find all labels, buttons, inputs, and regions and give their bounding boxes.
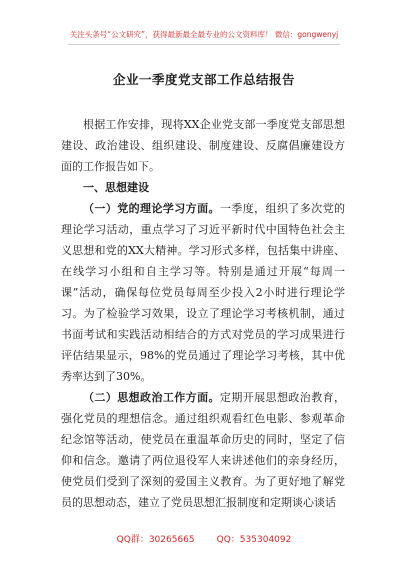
subsection-text: 定期开展思想政治教育，强化党员的理想信念。通过组织观看红色电影、参观革命纪念馆等活动，使党员在重温革命历史的同时，坚定了信仰和信念。邀请了两位退役军人来讲述他们的亲身经历，使党员们受到了深刻的爱国主义教育。为了更好地了解党员的思想动态，建立了党员思想汇报制度和定期谈心谈话 (61, 391, 346, 509)
footer-qq-group: QQ群：30265665 (116, 535, 195, 545)
footer-qq: QQ：535304092 (216, 535, 292, 545)
header-note: 关注头条号“公文研究”，获得最新最全最专业的公文资料库！ 微信：gongwenyj (69, 30, 339, 39)
subsection-political-work (61, 387, 345, 513)
subsection-lead: （一）党的理论学习方面。 (83, 202, 220, 215)
subsection-text: 一季度，组织了多次党的理论学习活动，重点学习了习近平新时代中国特色社会主义思想和党的XX大精神。学习形式多样，包括集中讲座、在线学习小组和自主学习等。特别是通过开展“每周一课”活动，确保每位党员每周至少投入2小时进行理论学习。为了检验学习效果，设立了理论学习考核机制，通过书面考试和实践活动相结合的方式对党员的学习成果进行评估结果显示，98%的党员通过了理论学习考核，其中优秀率达到了30%。 (61, 202, 346, 383)
intro-paragraph: 根据工作安排，现将XX企业党支部一季度党支部思想建设、政治建设、组织建设、制度建设、反腐倡廉建设方面的工作报告如下。 (61, 118, 345, 173)
subsection-theory-study (61, 198, 345, 387)
header-divider (68, 44, 340, 45)
document-body (61, 114, 345, 513)
subsection-lead: （二）思想政治工作方面。 (83, 391, 220, 404)
footer-contact (0, 532, 408, 545)
document-title: 企业一季度党支部工作总结报告 (112, 72, 295, 87)
section-heading-ideology: 一、思想建设 (83, 181, 149, 194)
